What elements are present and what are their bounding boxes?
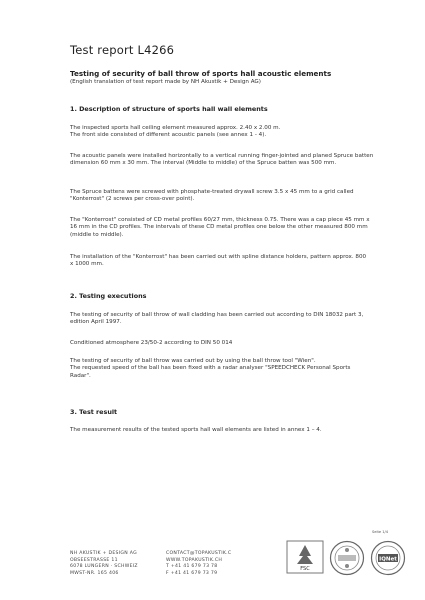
fsc-logo-text: FSC bbox=[300, 566, 310, 572]
fsc-logo bbox=[286, 540, 324, 574]
footer-contact-line: WWW.TOPAKUSTIK.CH bbox=[166, 557, 223, 563]
footer-address-line: NH AKUSTIK + DESIGN AG bbox=[70, 551, 137, 556]
iqnet-logo bbox=[370, 540, 406, 576]
section-1-paragraph-4: The "Konterrost" consisted of CD metal profiles 60/27 mm, thickness 0.75. There was a cap piece 45 mm x 16 mm in the CD profiles. The intervals of these CD metal profiles one below the other measured 800 mm (middle to middle). bbox=[70, 217, 370, 238]
certification-seal-logo bbox=[329, 540, 365, 576]
section-2-paragraph-1: The testing of security of ball throw of wall cladding has been carried out according to DIN 18032 part 3, edition April 1997. bbox=[70, 312, 364, 326]
footer-contact-line: T +41 41 679 73 78 bbox=[166, 564, 218, 569]
footer-address-line: MWST-NR. 165 406 bbox=[70, 570, 119, 576]
section-1-heading: 1. Description of structure of sports hall wall elements bbox=[70, 105, 268, 113]
section-2-heading: 2. Testing executions bbox=[70, 292, 147, 300]
footer-address-line: OBSEESTRASSE 11 bbox=[70, 557, 118, 563]
document-title: Test report L4266 bbox=[70, 43, 175, 57]
iqnet-logo-text: IQNet bbox=[379, 556, 397, 563]
section-2-paragraph-2: Conditioned atmosphere 23/50-2 according to DIN 50 014 bbox=[70, 340, 233, 346]
section-3-paragraph-1: The measurement results of the tested sports hall wall elements are listed in annex 1 – 4. bbox=[70, 427, 322, 433]
section-1-paragraph-2: The acoustic panels were installed horizontally to a vertical running finger-jointed and planed Spruce batten dimension 60 mm x 30 mm. The interval (Middle to middle) of the Spruce batten was 500 mm. bbox=[70, 153, 374, 167]
section-1-paragraph-3: The Spruce battens were screwed with phosphate-treated drywall screw 3.5 x 45 mm to a grid called "Konterrost" (2 screws per cross-over point). bbox=[70, 189, 354, 203]
footer-contact bbox=[166, 551, 231, 577]
section-1-paragraph-1: The inspected sports hall ceiling element measured approx. 2.40 x 2.00 m. The front side consisted of different acoustic panels (see annex 1 - 4). bbox=[70, 125, 281, 139]
section-1-paragraph-5: The installation of the "Konterrost" has been carried out with spline distance holders, pattern approx. 800 x 1000 mm. bbox=[70, 254, 367, 268]
footer-contact-line: CONTACT@TOPAKUSTIK.C bbox=[166, 551, 232, 556]
footer-address-line: 6078 LUNGERN · SCHWEIZ bbox=[70, 564, 138, 569]
translation-note: (English translation of test report made by NH Akustik + Design AG) bbox=[70, 79, 261, 85]
page-number: Seite 1/4 bbox=[372, 530, 389, 534]
footer-contact-line: F +41 41 679 73 79 bbox=[166, 570, 218, 576]
footer-address bbox=[70, 551, 138, 577]
section-3-heading: 3. Test result bbox=[70, 408, 118, 416]
section-2-paragraph-3: The testing of security of ball throw was carried out by using the ball throw tool "Wien". The requested speed of the ball has been fixed with a radar analyser "SPEEDCHECK Personal Sports Radar". bbox=[70, 358, 351, 379]
document-subtitle: Testing of security of ball throw of sports hall acoustic elements bbox=[70, 69, 332, 78]
